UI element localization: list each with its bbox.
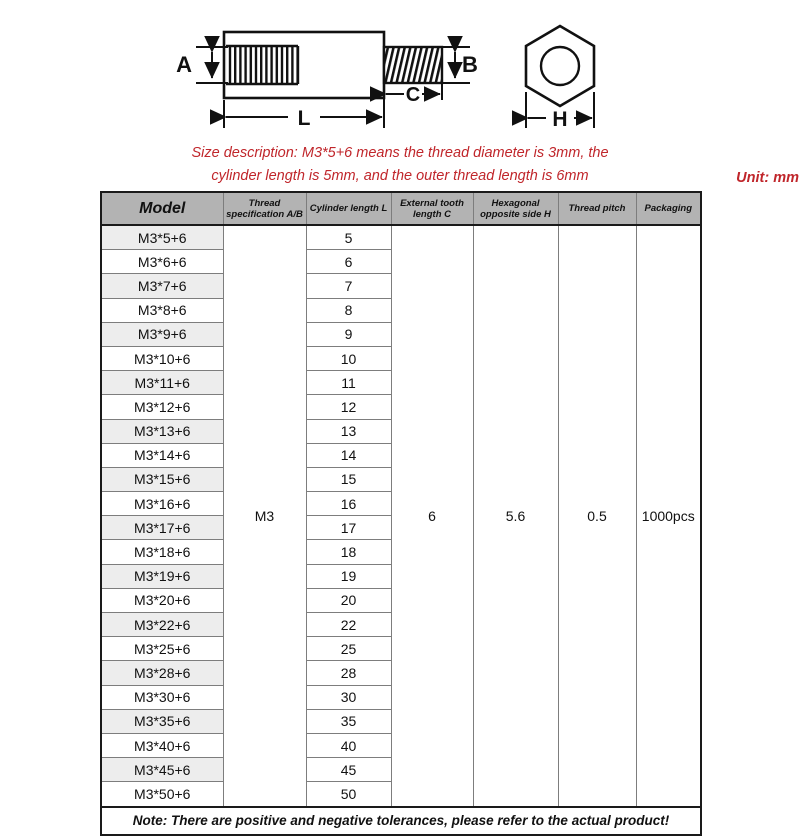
column-header-cylinder-length: Cylinder length L [306,192,391,225]
cell-model: M3*45+6 [101,758,223,782]
cell-cylinder-length: 5 [306,225,391,250]
specification-table [100,191,702,836]
dimension-C-label: C [405,84,421,106]
cell-model: M3*25+6 [101,637,223,661]
cell-model: M3*11+6 [101,371,223,395]
cell-cylinder-length: 40 [306,733,391,757]
unit-label: Unit: mm [736,170,799,186]
column-header-hexagonal-opposite-side: Hexagonal opposite side H [473,192,558,225]
cell-cylinder-length: 17 [306,516,391,540]
cell-cylinder-length: 9 [306,322,391,346]
cell-model: M3*40+6 [101,733,223,757]
column-header-thread-specification: Thread specification A/B [223,192,306,225]
cell-cylinder-length: 14 [306,443,391,467]
cell-model: M3*50+6 [101,782,223,807]
column-header-model: Model [101,192,223,225]
merged-thread-pitch: 0.5 [558,225,636,807]
cell-model: M3*5+6 [101,225,223,250]
table-row [101,225,701,250]
dimension-B-label: B [462,52,478,77]
tolerance-note: Note: There are positive and negative tolerances, please refer to the actual product! [101,807,701,835]
cell-model: M3*6+6 [101,250,223,274]
cell-model: M3*9+6 [101,322,223,346]
cell-cylinder-length: 35 [306,709,391,733]
merged-external-tooth-length: 6 [391,225,473,807]
table-note-row [101,807,701,835]
cell-cylinder-length: 18 [306,540,391,564]
dimension-H-label: H [552,108,568,131]
cell-model: M3*7+6 [101,274,223,298]
dimension-B [440,47,478,83]
cell-cylinder-length: 10 [306,346,391,370]
cell-model: M3*19+6 [101,564,223,588]
cell-cylinder-length: 15 [306,467,391,491]
dimension-A-label: A [176,52,192,77]
table-header-row [101,192,701,225]
cell-cylinder-length: 50 [306,782,391,807]
dimension-L [224,100,384,130]
column-header-thread-pitch: Thread pitch [558,192,636,225]
cell-cylinder-length: 11 [306,371,391,395]
cell-model: M3*10+6 [101,346,223,370]
cell-cylinder-length: 7 [306,274,391,298]
dimension-L-label: L [297,107,311,130]
cell-model: M3*15+6 [101,467,223,491]
cell-cylinder-length: 6 [306,250,391,274]
cell-model: M3*20+6 [101,588,223,612]
cell-model: M3*17+6 [101,516,223,540]
cell-cylinder-length: 28 [306,661,391,685]
hex-end-view [526,26,594,106]
cell-model: M3*18+6 [101,540,223,564]
cell-model: M3*16+6 [101,492,223,516]
cell-model: M3*30+6 [101,685,223,709]
cell-cylinder-length: 8 [306,298,391,322]
size-description [100,142,700,190]
merged-packaging: 1000pcs [636,225,701,807]
size-description-line-2: cylinder length is 5mm, and the outer thread length is 6mm [211,168,589,184]
cell-cylinder-length: 30 [306,685,391,709]
cell-cylinder-length: 19 [306,564,391,588]
cell-model: M3*12+6 [101,395,223,419]
cell-model: M3*13+6 [101,419,223,443]
dimension-C [384,83,442,106]
cell-cylinder-length: 25 [306,637,391,661]
product-dimension-diagram [0,0,800,140]
cell-cylinder-length: 22 [306,613,391,637]
cell-cylinder-length: 16 [306,492,391,516]
merged-thread-specification: M3 [223,225,306,807]
column-header-external-tooth-length: External tooth length C [391,192,473,225]
merged-hexagonal-opposite-side: 5.6 [473,225,558,807]
cell-cylinder-length: 45 [306,758,391,782]
cell-model: M3*14+6 [101,443,223,467]
cell-model: M3*8+6 [101,298,223,322]
column-header-packaging: Packaging [636,192,701,225]
cell-model: M3*22+6 [101,613,223,637]
cell-model: M3*28+6 [101,661,223,685]
cell-cylinder-length: 12 [306,395,391,419]
dimension-A [176,47,228,83]
cell-cylinder-length: 13 [306,419,391,443]
cell-cylinder-length: 20 [306,588,391,612]
cell-model: M3*35+6 [101,709,223,733]
size-description-line-1: Size description: M3*5+6 means the thread diameter is 3mm, the [191,145,609,161]
